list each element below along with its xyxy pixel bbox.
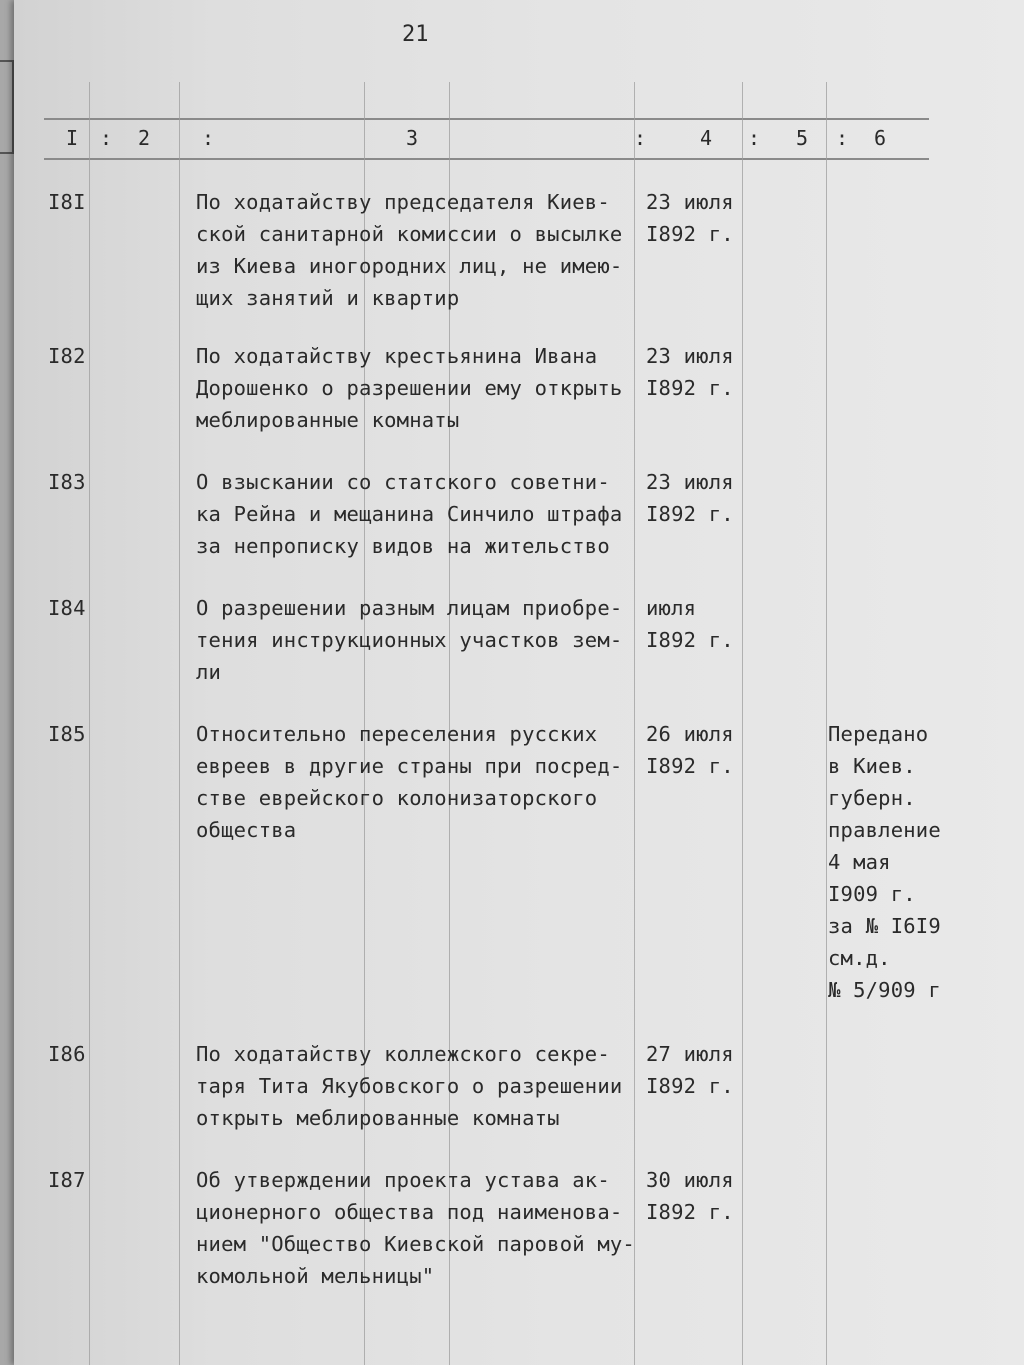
column-header: 5 [796,126,809,150]
entry-date: июля I892 г. [646,596,734,652]
entry-date: 27 июля I892 г. [646,1042,734,1098]
binding-mark [0,60,14,154]
column-separator: : [836,126,849,150]
column-header: 6 [874,126,887,150]
entry-number: I83 [48,470,86,494]
entry-number: I82 [48,344,86,368]
column-separator: : [202,126,215,150]
entry-number: I85 [48,722,86,746]
page-number: 21 [402,22,429,47]
column-header: 3 [406,126,419,150]
column-line [89,82,90,1365]
column-separator: : [634,126,647,150]
column-line [826,82,827,1365]
entry-description: Относительно переселения русских евреев в другие страны при посред- стве еврейского колонизаторского общества [196,722,623,842]
column-line [742,82,743,1365]
column-header: 4 [700,126,713,150]
entry-date: 23 июля I892 г. [646,344,734,400]
entry-date: 26 июля I892 г. [646,722,734,778]
entry-description: По ходатайству председателя Киев- ской санитарной комиссии о высылке из Киева иногородних лиц, не имею- щих занятий и квартир [196,190,623,310]
column-separator: : [100,126,113,150]
column-header: I [66,126,79,150]
entry-description: О взыскании со статского советни- ка Рейна и мещанина Синчило штрафа за непрописку видов на жительство [196,470,623,558]
document-page [14,0,1024,1365]
column-line [179,82,180,1365]
column-separator: : [748,126,761,150]
entry-note: Передано в Киев. губерн. правление 4 мая I909 г. за № I6I9 см.д. № 5/909 г [828,722,941,1002]
header-rule-top [44,118,929,120]
header-rule-bottom [44,158,929,160]
entry-number: I8I [48,190,86,214]
entry-number: I87 [48,1168,86,1192]
entry-date: 23 июля I892 г. [646,190,734,246]
entry-date: 30 июля I892 г. [646,1168,734,1224]
entry-description: По ходатайству коллежского секре- таря Тита Якубовского о разрешении открыть меблированные комнаты [196,1042,623,1130]
entry-number: I86 [48,1042,86,1066]
entry-date: 23 июля I892 г. [646,470,734,526]
entry-number: I84 [48,596,86,620]
entry-description: Об утверждении проекта устава ак- ционерного общества под наименова- нием "Общество Киевской паровой му- комольной мельницы" [196,1168,635,1288]
entry-description: По ходатайству крестьянина Ивана Дорошенко о разрешении ему открыть меблированные комнаты [196,344,623,432]
page-edge [0,0,14,1365]
column-header: 2 [138,126,151,150]
entry-description: О разрешении разным лицам приобре- тения инструкционных участков зем- ли [196,596,623,684]
